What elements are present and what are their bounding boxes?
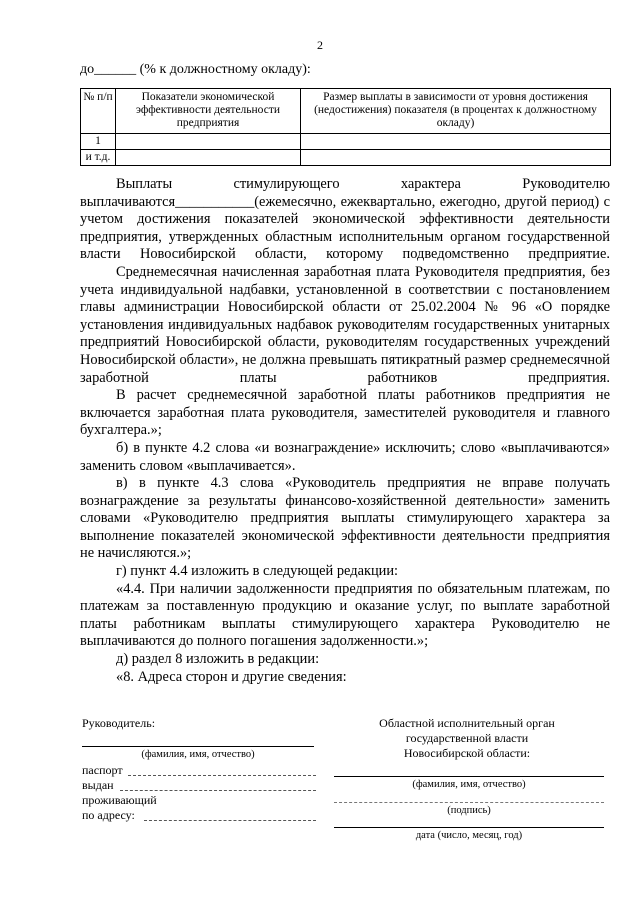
passport-line [128, 775, 316, 776]
signature-line [334, 802, 604, 803]
paragraph-item-g: г) пункт 4.4 изложить в следующей редакции: [116, 563, 399, 580]
table-row [81, 134, 611, 150]
address-label: по адресу: [82, 808, 135, 822]
paragraph-item-d: д) раздел 8 изложить в редакции: [116, 651, 320, 668]
paragraph-average-salary: Среднемесячная начисленная заработная плата Руководителя предприятия, без учета индивидуальной надбавки, установленной в соответствии с постановлением главы администрации Новосибирской области от 25.02.2004 № 96 «О порядке установления индивидуальных надбавок руководителям государственных унитарных предприятий Новосибирской области, руководителям государственных учреждений Новосибирской области», не должна превышать пятикратный размер среднемесячной заработной платы работников предприятия. [80, 263, 610, 386]
table-cell [116, 134, 301, 150]
table-cell: 1 [81, 134, 116, 150]
right-name-caption: (фамилия, имя, отчество) [412, 779, 526, 790]
document-body [80, 176, 610, 686]
left-name-caption: (фамилия, имя, отчество) [141, 749, 255, 760]
table-row [81, 150, 611, 166]
indicators-table [80, 88, 611, 166]
paragraph-payments: Выплаты стимулирующего характера Руководителю выплачиваются___________(ежемесячно, ежеквартально, ежегодно, другой период) с учетом достижения показателей экономической эффективности деятельности предприятия, утвержденных областным исполнительным органом государственной власти Новосибирской области, которому подведомственно предприятие. [80, 176, 610, 263]
left-name-line [82, 746, 314, 747]
left-title: Руководитель: [82, 716, 156, 730]
header-payment-size: Размер выплаты в зависимости от уровня достижения (недостижения) показателя (в процентах к должностному окладу) [301, 89, 611, 134]
date-line [334, 827, 604, 828]
right-title-2: государственной власти [405, 731, 529, 745]
paragraph-section-8: «8. Адреса сторон и другие сведения: [116, 668, 347, 685]
issued-label: выдан [82, 778, 114, 792]
table-cell: и т.д. [81, 150, 116, 166]
paragraph-calculation: В расчет среднемесячной заработной платы работников предприятия не включается заработная плата руководителя, заместителей руководителя и главного бухгалтера.»; [80, 387, 610, 439]
intro-line: до______ (% к должностному окладу): [80, 62, 311, 77]
right-title-3: Новосибирской области: [403, 746, 531, 760]
issued-line [120, 790, 316, 791]
paragraph-item-v: в) в пункте 4.3 слова «Руководитель предприятия не вправе получать вознаграждение за результаты финансово-хозяйственной деятельности» заменить словами «Руководителю предприятия выплаты стимулирующего характера за выполнение показателей экономической эффективности деятельности предприятия не начисляются.»; [80, 475, 610, 562]
right-name-line [334, 776, 604, 777]
header-indicators: Показатели экономической эффективности деятельности предприятия [116, 89, 301, 134]
residing-label: проживающий [82, 793, 157, 807]
table-cell [301, 150, 611, 166]
header-number: № п/п [81, 89, 116, 134]
signature-caption: (подпись) [447, 805, 491, 816]
paragraph-4-4: «4.4. При наличии задолженности предприятия по обязательным платежам, по платежам за поставленную продукцию и оказание услуг, по выплате заработной платы работникам выплаты стимулирующего характера Руководителю не выплачиваются до полного погашения задолженности.»; [80, 580, 610, 650]
table-cell [116, 150, 301, 166]
page-number: 2 [317, 38, 323, 52]
table-header-row [81, 89, 611, 134]
date-caption: дата (число, месяц, год) [415, 830, 523, 841]
right-title-1: Областной исполнительный орган [379, 716, 555, 730]
paragraph-item-b: б) в пункте 4.2 слова «и вознаграждение» исключить; слово «выплачиваются» заменить словом «выплачивается». [80, 439, 610, 474]
table-cell [301, 134, 611, 150]
address-line [144, 820, 316, 821]
passport-label: паспорт [82, 763, 123, 777]
